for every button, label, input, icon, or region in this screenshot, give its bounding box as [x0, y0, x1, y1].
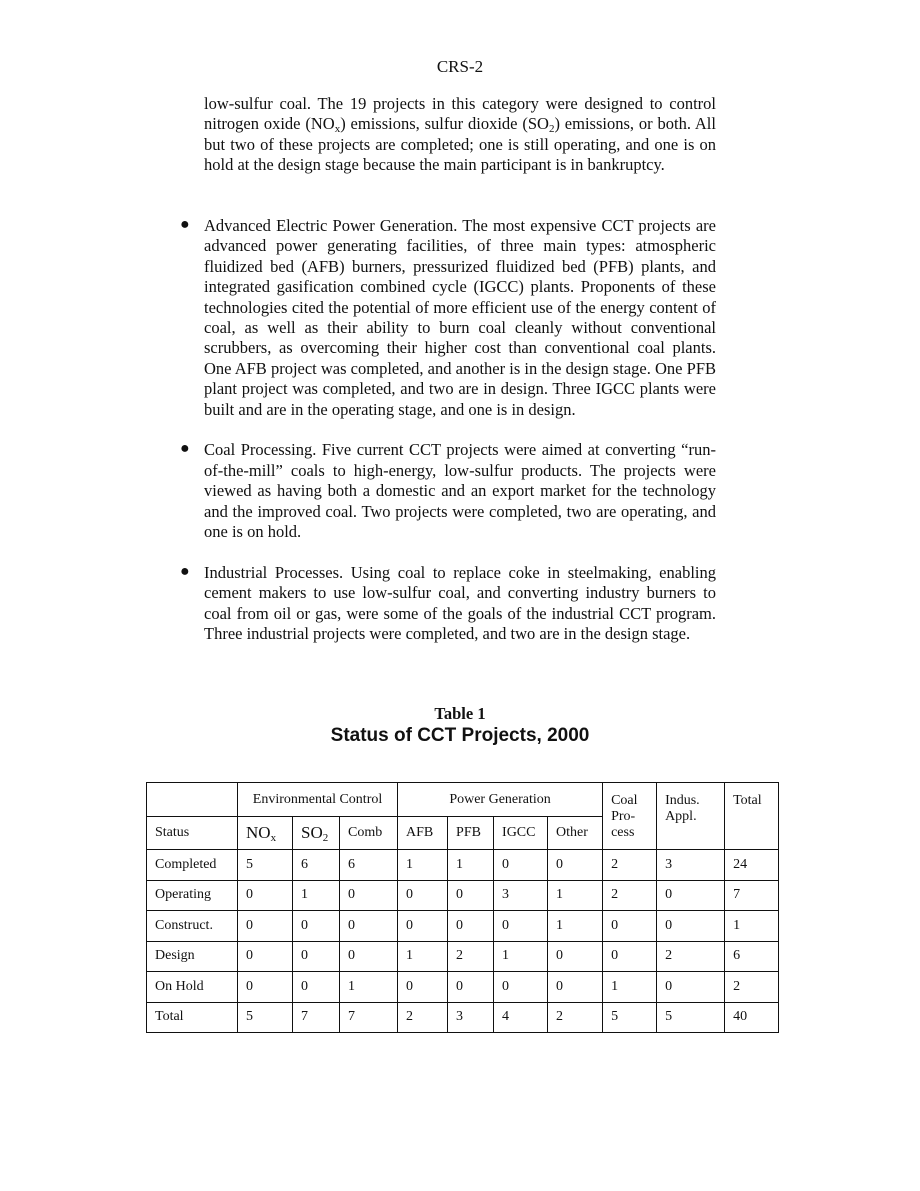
nox-subscript: x [334, 123, 341, 136]
cell-afb: 1 [398, 850, 448, 881]
header-status: Status [147, 817, 238, 850]
cell-igcc: 1 [494, 941, 548, 972]
header-total: Total [725, 783, 779, 850]
cell-igcc: 4 [494, 1002, 548, 1033]
bullet-item-power-generation [180, 216, 716, 420]
cell-comb: 6 [340, 850, 398, 881]
cell-pfb: 0 [448, 911, 494, 942]
cell-coal-process: 2 [603, 880, 657, 911]
cell-igcc: 0 [494, 911, 548, 942]
cell-indus-appl: 0 [657, 880, 725, 911]
cell-nox: 0 [238, 880, 293, 911]
cell-nox: 0 [238, 941, 293, 972]
table-row [147, 850, 779, 881]
cell-afb: 0 [398, 880, 448, 911]
status-table [146, 782, 779, 1033]
cell-total: 40 [725, 1002, 779, 1033]
cell-indus-appl: 2 [657, 941, 725, 972]
cell-coal-process: 2 [603, 850, 657, 881]
cell-indus-appl: 5 [657, 1002, 725, 1033]
cell-so2: 1 [293, 880, 340, 911]
cell-coal-process: 5 [603, 1002, 657, 1033]
header-afb: AFB [398, 817, 448, 850]
bullet-marker-icon: ● [180, 562, 190, 580]
cell-total: 24 [725, 850, 779, 881]
cell-coal-process: 0 [603, 911, 657, 942]
bullet-item-coal-processing [180, 440, 716, 542]
cell-indus-appl: 3 [657, 850, 725, 881]
corner-cell [147, 783, 238, 817]
cell-indus-appl: 0 [657, 911, 725, 942]
cell-other: 2 [548, 1002, 603, 1033]
bullet-marker-icon: ● [180, 216, 190, 233]
cell-total: 6 [725, 941, 779, 972]
cell-nox: 5 [238, 1002, 293, 1033]
cell-nox: 0 [238, 972, 293, 1003]
row-status-label: Total [147, 1002, 238, 1033]
cell-so2: 0 [293, 941, 340, 972]
bullet-text: Advanced Electric Power Generation. The most expensive CCT projects are advanced power generating facilities, of three main types: atmospheric fluidized bed (AFB) burners, pressurized fluidized bed (PFB) plants, and integrated gasification combined cycle (IGCC) plants. Proponents of these technologies cited the potential of more efficient use of the energy content of coal, as well as their ability to burn coal cleanly without conventional scrubbers, as overcoming their higher cost than conventional coal plants. One AFB project was completed, and another is in the design stage. One PFB plant project was completed, and two are in design. Three IGCC plants were built and are in the operating stage, and one is in design. [204, 216, 716, 419]
header-other: Other [548, 817, 603, 850]
header-indus-appl: Indus. Appl. [657, 783, 725, 850]
cell-other: 1 [548, 880, 603, 911]
cell-pfb: 0 [448, 880, 494, 911]
cell-pfb: 1 [448, 850, 494, 881]
header-power-generation: Power Generation [398, 783, 603, 817]
cell-total: 7 [725, 880, 779, 911]
table-caption [0, 704, 920, 748]
cell-total: 1 [725, 911, 779, 942]
cell-pfb: 3 [448, 1002, 494, 1033]
row-status-label: Construct. [147, 911, 238, 942]
row-status-label: On Hold [147, 972, 238, 1003]
header-pfb: PFB [448, 817, 494, 850]
table-row [147, 911, 779, 942]
cell-indus-appl: 0 [657, 972, 725, 1003]
table-row [147, 972, 779, 1003]
cell-igcc: 0 [494, 972, 548, 1003]
cell-other: 0 [548, 850, 603, 881]
cell-nox: 0 [238, 911, 293, 942]
intro-text-3: ) emissions, or both. All but two of these projects are completed; one is still operating, and one is on hold at the design stage because the main participant is in bankruptcy. [204, 114, 716, 175]
bullet-text: Industrial Processes. Using coal to replace coke in steelmaking, enabling cement makers to use low-sulfur coal, and converting industry burners to coal from oil or gas, were some of the goals of the industrial CCT program. Three industrial projects were completed, and two are in the design stage. [204, 562, 716, 644]
so2-label-subscript: 2 [322, 832, 329, 844]
cell-comb: 0 [340, 941, 398, 972]
bullet-item-industrial-processes [180, 563, 716, 645]
header-nox [238, 817, 293, 850]
cell-afb: 1 [398, 941, 448, 972]
table-number: Table 1 [434, 704, 486, 723]
cell-other: 0 [548, 941, 603, 972]
cell-igcc: 0 [494, 850, 548, 881]
row-status-label: Completed [147, 850, 238, 881]
nox-label: NO [246, 823, 271, 842]
cell-pfb: 2 [448, 941, 494, 972]
cell-other: 0 [548, 972, 603, 1003]
cell-coal-process: 0 [603, 941, 657, 972]
cell-afb: 2 [398, 1002, 448, 1033]
cell-comb: 7 [340, 1002, 398, 1033]
bullet-text: Coal Processing. Five current CCT projects were aimed at converting “run-of-the-mill” coals to high-energy, low-sulfur products. The projects were viewed as having both a domestic and an export market for the technology and the improved coal. Two projects were completed, two are operating, and one is on hold. [204, 440, 716, 542]
intro-text-2: ) emissions, sulfur dioxide (SO [340, 114, 549, 134]
cell-afb: 0 [398, 972, 448, 1003]
cell-afb: 0 [398, 911, 448, 942]
table-row [147, 941, 779, 972]
so2-subscript: 2 [548, 123, 555, 136]
cell-coal-process: 1 [603, 972, 657, 1003]
table-title: Status of CCT Projects, 2000 [330, 725, 590, 746]
row-status-label: Operating [147, 880, 238, 911]
cell-so2: 0 [293, 911, 340, 942]
cell-comb: 0 [340, 911, 398, 942]
row-status-label: Design [147, 941, 238, 972]
table-row-total [147, 1002, 779, 1033]
bullet-marker-icon: ● [180, 440, 190, 458]
header-coal-process: Coal Pro-cess [603, 783, 657, 850]
header-so2 [293, 817, 340, 850]
cell-comb: 0 [340, 880, 398, 911]
bullet-list [180, 216, 716, 665]
cell-total: 2 [725, 972, 779, 1003]
header-igcc: IGCC [494, 817, 548, 850]
cell-so2: 7 [293, 1002, 340, 1033]
cell-other: 1 [548, 911, 603, 942]
table-row [147, 880, 779, 911]
header-environmental-control: Environmental Control [238, 783, 398, 817]
cell-igcc: 3 [494, 880, 548, 911]
intro-paragraph [204, 94, 716, 176]
so2-label: SO [301, 823, 323, 842]
intro-text-1: low-sulfur coal. The 19 projects in this category were designed to control nitrogen oxide (NO [204, 94, 716, 134]
cell-nox: 5 [238, 850, 293, 881]
table-group-header-row [147, 783, 779, 817]
cell-pfb: 0 [448, 972, 494, 1003]
page-number-header: CRS-2 [436, 57, 484, 76]
nox-label-subscript: x [270, 832, 277, 844]
header-comb: Comb [340, 817, 398, 850]
cell-so2: 0 [293, 972, 340, 1003]
cell-comb: 1 [340, 972, 398, 1003]
cell-so2: 6 [293, 850, 340, 881]
